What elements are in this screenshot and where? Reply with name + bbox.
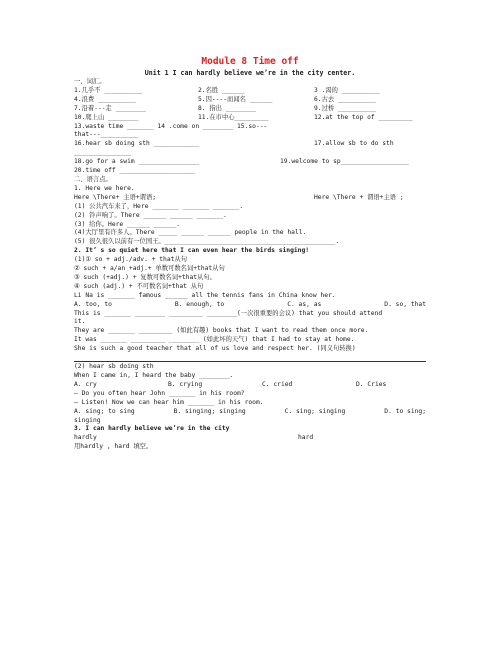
option: C. sing; singing xyxy=(284,407,346,415)
vocab-row-2 xyxy=(74,96,426,105)
question-line: They are _______ _________ (如此有趣) books that I want to read them once more. xyxy=(74,327,369,335)
question-john-2: — Listen! Now we can hear him _______ in his room. xyxy=(74,398,264,406)
structure-left: Here \There+ 主语+谓语; xyxy=(74,193,157,201)
point-2-heading: 2. It’ s so quiet here that I can even hear the birds singing! xyxy=(74,247,310,255)
option: A. cry xyxy=(74,380,97,388)
vocab-item: 9.过桥 __________ xyxy=(314,104,376,112)
option: C. cried xyxy=(262,380,293,388)
vocab-item-20: 20.time off ____________________ xyxy=(74,167,196,175)
option: D. so, that xyxy=(384,300,426,308)
question-line: It was _______ _________ ________ (如此坏的天气) that I had to stay at home. xyxy=(74,336,355,344)
unit-heading: Unit 1 I can hardly believe we’re in the city center. xyxy=(144,69,356,77)
option: A. too, to xyxy=(74,300,112,308)
rule-line: ④ such (adj.) + 不可数名词+that 从句 xyxy=(74,282,204,290)
exercise-line: (3) 给你。Here ______ ______. xyxy=(74,220,181,228)
question-lina-options xyxy=(74,301,426,310)
point-3-heading: 3. I can hardly believe we’re in the city xyxy=(74,425,230,433)
vocab-item: 10.爬上山 ________ xyxy=(74,113,139,121)
option: B. singing; singing xyxy=(173,407,246,415)
vocab-item-13: 13.waste time _______ 14 .come on ________ 15.so--- xyxy=(74,122,268,130)
vocab-row-3 xyxy=(74,105,426,114)
exercise-line: (2) 铃声响了。There ______ ______ _______. xyxy=(74,211,227,219)
worksheet xyxy=(74,56,426,452)
option: C. as, as xyxy=(287,300,322,308)
vocab-item: 8. 指出 ________ xyxy=(198,104,257,112)
question-baby-options xyxy=(74,381,426,390)
structure-right: Here \There + 谓语+主语 ; xyxy=(314,193,404,201)
rule-line: ② such + a/an +adj.+ 单数可数名词+that从句 xyxy=(74,265,225,273)
vocab-item: 18.go for a swim ________________ xyxy=(74,158,200,166)
vocab-item: 1.几乎不 __________ xyxy=(74,86,143,94)
vocab-item: 12.at the top of _________ xyxy=(314,113,413,121)
question-line: it. xyxy=(74,318,86,326)
vocab-item: 2.名胜 ______ xyxy=(198,86,245,94)
page-title: Module 8 Time off xyxy=(201,56,299,67)
question-john-1: — Do you often hear John _______ in his room? xyxy=(74,389,245,397)
vocab-item-17-cont: _______________ xyxy=(74,149,131,157)
answer-line xyxy=(74,354,426,362)
option: B. crying xyxy=(168,380,203,388)
vocab-row-18 xyxy=(74,158,426,167)
point-3-instruction: 用hardly , hard 填空。 xyxy=(74,443,153,451)
rule-line: ③ such (+adj.) + 复数可数名词+that从句。 xyxy=(74,273,216,281)
exercise-line: (1) 公共汽车来了，Here _______ _______ _______. xyxy=(74,202,244,210)
rule-line: (1)① so + adj./adv. + that从句 xyxy=(74,256,188,264)
question-line: She is such a good teacher that all of us love and respect her. (同义句转换) xyxy=(74,345,356,353)
question-lina: Li Na is _______ famous ______ all the tennis fans in China know her. xyxy=(74,291,336,299)
vocab-item-15-cont: that---__________ xyxy=(74,131,139,139)
point-3-compare xyxy=(74,434,426,443)
vocab-item: 11.在市中心_________ xyxy=(198,113,269,121)
option: A. sing; to sing xyxy=(74,407,135,415)
question-line: This is _______ ________ _________ ________(一次很重要的会议) that you should attend xyxy=(74,309,383,317)
option: D. to sing; xyxy=(384,407,426,415)
word-hardly: hardly xyxy=(74,434,97,442)
point-1-heading: 1. Here we here. xyxy=(74,184,135,192)
option: B. enough, to xyxy=(174,300,225,308)
vocab-item: 7.沿着---走 ________ xyxy=(74,104,146,112)
word-hard: hard xyxy=(298,434,314,442)
vocab-item: 3 .渴的 __________ xyxy=(314,86,380,94)
point-1-structure xyxy=(74,194,426,203)
question-john-options-cont: singing xyxy=(74,416,101,424)
point-2b-heading: (2) hear sb doing sth xyxy=(74,363,154,371)
exercise-line: (4)大厅里有许多人。There _____ ______ ______ people in the hall. xyxy=(74,229,307,237)
option: D. Cries xyxy=(356,380,387,388)
vocab-item: 6.古去 __________ xyxy=(314,95,376,103)
vocab-item: 19.welcome to sp__________________ xyxy=(280,158,409,166)
vocab-row-16 xyxy=(74,140,426,149)
section-vocabulary-heading: 一、词汇。 xyxy=(74,78,106,85)
question-baby: When I came in, I heard the baby ________. xyxy=(74,372,234,379)
vocab-item: 16.hear sb doing sth ____________ xyxy=(74,140,200,148)
vocab-row-4 xyxy=(74,114,426,123)
exercise-line: (5) 很久很久以前有一位国王。_____________________________________________. xyxy=(74,238,340,246)
vocab-row-1 xyxy=(74,87,426,96)
vocab-item: 17.allow sb to do sth xyxy=(314,140,394,148)
section-language-heading: 二、语言点。 xyxy=(74,175,112,183)
vocab-item: 5.因----而闻名 ______ xyxy=(198,95,273,103)
vocab-item: 4.浪费 __________ xyxy=(74,95,136,103)
question-john-options xyxy=(74,408,426,417)
